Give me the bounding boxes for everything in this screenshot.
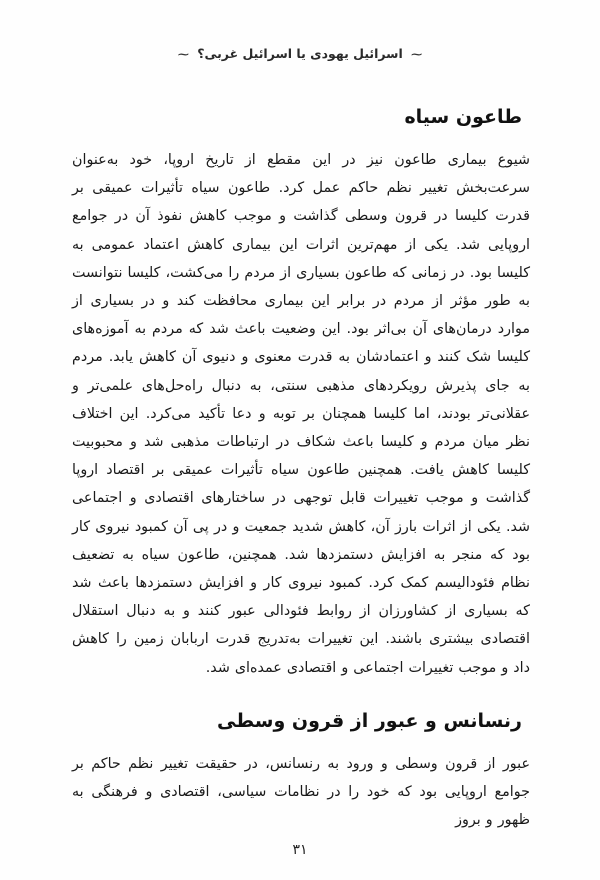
section-paragraph-renaissance: عبور از قرون وسطی و ورود به رنسانس، در حقیقت تغییر نظم حاکم بر جوامع اروپایی بود که خود را در نظامات سیاسی، اقتصادی و فرهنگی به ظهور و بروز [72, 756, 530, 829]
running-header [0, 46, 600, 61]
page-number: ۳۱ [292, 842, 308, 858]
section-title-renaissance: رنسانس و عبور از قرون وسطی [217, 710, 522, 732]
header-ornament-right: ⁓ [411, 48, 423, 61]
section-paragraph-black-plague: شیوع بیماری طاعون نیز در این مقطع از تاریخ اروپا، خود به‌عنوان سرعت‌بخش تغییر نظم حاکم عمل کرد. طاعون سیاه تأثیرات عمیقی بر قدرت کلیسا در قرون وسطی گذاشت و موجب کاهش نفوذ آن در جوامع اروپایی شد. یکی از مهم‌ترین اثرات این بیماری کاهش اعتماد عمومی به کلیسا بود. در زمانی که طاعون بسیاری از مردم را می‌کشت، کلیسا نتوانست به طور مؤثر از مردم در برابر این بیماری محافظت کند و در بسیاری از موارد درمان‌های آن بی‌اثر بود. این وضعیت باعث شد که مردم به آموزه‌های کلیسا شک کنند و اعتمادشان به قدرت معنوی و دنیوی آن کاهش یابد. مردم به جای پذیرش رویکردهای مذهبی سنتی، به دنبال راه‌حل‌های علمی‌تر و عقلانی‌تر بودند، اما کلیسا همچنان بر توبه و دعا تأکید می‌کرد. این اختلاف نظر میان مردم و کلیسا باعث شکاف در ارتباطات مذهبی شد و محبوبیت کلیسا کاهش یافت. همچنین طاعون سیاه تأثیرات عمیقی بر اقتصاد اروپا گذاشت و موجب تغییرات قابل توجهی در ساختارهای اقتصادی و اجتماعی شد. یکی از اثرات بارز آن، کاهش شدید جمعیت و در پی آن کمبود نیروی کار بود که منجر به افزایش دستمزدها شد. همچنین، طاعون سیاه به تضعیف نظام فئودالیسم کمک کرد. کمبود نیروی کار و افزایش دستمزدها باعث شد که بسیاری از کشاورزان از روابط فئودالی عبور کنند و به دنبال استقلال اقتصادی بیشتری باشند. این تغییرات به‌تدریج قدرت اربابان زمین را کاهش داد و موجب تغییرات اجتماعی و اقتصادی عمده‌ای شد. [72, 152, 530, 676]
header-ornament-left: ⁓ [177, 48, 189, 61]
running-title: اسرائیل یهودی یا اسرائیل غربی؟ [197, 46, 403, 61]
section-title-black-plague: طاعون سیاه [404, 106, 522, 128]
